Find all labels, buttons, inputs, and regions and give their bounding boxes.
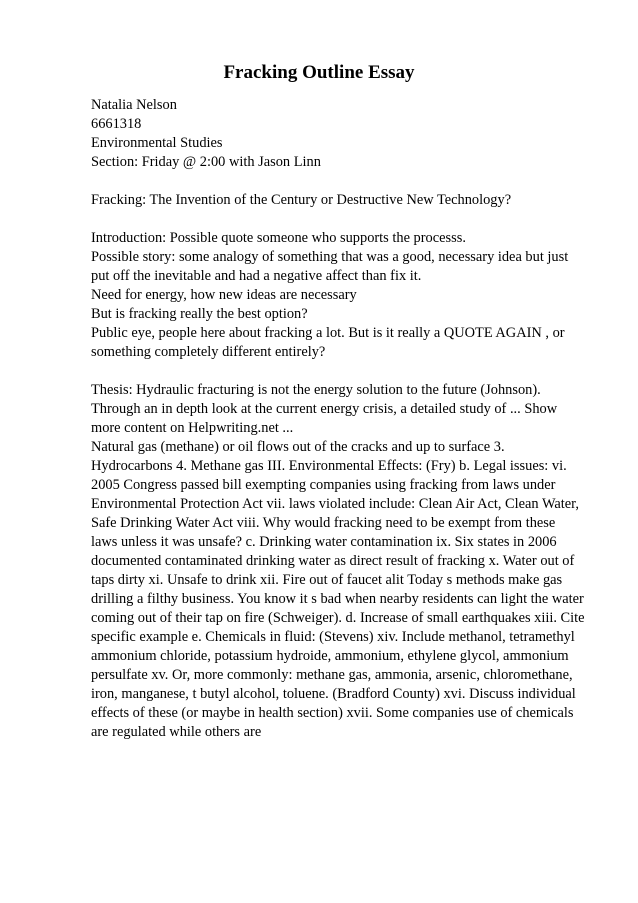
document-title: Fracking Outline Essay	[223, 62, 415, 83]
thesis-paragraph	[91, 381, 591, 742]
document-body	[91, 96, 591, 742]
thesis-line: Thesis: Hydraulic fracturing is not the energy solution to the future (Johnson).	[91, 382, 541, 398]
thesis-line: specific example e. Chemicals in fluid: (Stevens) xiv. Include methanol, tetramethyl	[91, 629, 575, 645]
introduction-paragraph	[91, 229, 591, 362]
thesis-line: Hydrocarbons 4. Methane gas III. Environmental Effects: (Fry) b. Legal issues: vi.	[91, 458, 567, 474]
thesis-line: 2005 Congress passed bill exempting companies using fracking from laws under	[91, 477, 556, 493]
introduction-line: Need for energy, how new ideas are necessary	[91, 287, 357, 303]
author-block	[91, 96, 591, 172]
introduction-line: Possible story: some analogy of something that was a good, necessary idea but just	[91, 249, 569, 265]
thesis-line: Through an in depth look at the current energy crisis, a detailed study of ... Show	[91, 401, 558, 417]
thesis-line: Natural gas (methane) or oil flows out of the cracks and up to surface 3.	[91, 439, 505, 455]
thesis-line: documented contaminated drinking water as direct result of fracking x. Water out of	[91, 553, 575, 569]
thesis-line: ammonium chloride, potassium hydroide, ammonium, ethylene glycol, ammonium	[91, 648, 569, 664]
paragraph-spacer	[91, 362, 591, 381]
thesis-line: laws unless it was unsafe? c. Drinking water contamination ix. Six states in 2006	[91, 534, 557, 550]
paragraph-spacer	[91, 172, 591, 191]
thesis-line: drilling a filthy business. You know it s bad when nearby residents can light the water	[91, 591, 584, 607]
author-name: Natalia Nelson	[91, 97, 177, 113]
thesis-line: Safe Drinking Water Act viii. Why would fracking need to be exempt from these	[91, 515, 556, 531]
thesis-line: Environmental Protection Act vii. laws violated include: Clean Air Act, Clean Water,	[91, 496, 579, 512]
thesis-line: taps dirty xi. Unsafe to drink xii. Fire out of faucet alit Today s methods make gas	[91, 572, 563, 588]
thesis-line: coming out of their tap on fire (Schweiger). d. Increase of small earthquakes xiii. Cite	[91, 610, 585, 626]
introduction-line: something completely different entirely?	[91, 344, 326, 360]
introduction-line: But is fracking really the best option?	[91, 306, 308, 322]
essay-title: Fracking: The Invention of the Century or Destructive New Technology?	[91, 192, 512, 208]
student-id: 6661318	[91, 116, 142, 132]
thesis-line: persulfate xv. Or, more commonly: methane gas, ammonia, arsenic, chloromethane,	[91, 667, 573, 683]
thesis-line: are regulated while others are	[91, 724, 262, 740]
introduction-line: Introduction: Possible quote someone who supports the processs.	[91, 230, 466, 246]
introduction-line: Public eye, people here about fracking a lot. But is it really a QUOTE AGAIN , or	[91, 325, 565, 341]
section-info: Section: Friday @ 2:00 with Jason Linn	[91, 154, 321, 170]
paragraph-spacer	[91, 210, 591, 229]
introduction-line: put off the inevitable and had a negative affect than fix it.	[91, 268, 422, 284]
thesis-line: iron, manganese, t butyl alcohol, toluene. (Bradford County) xvi. Discuss individual	[91, 686, 576, 702]
course-name: Environmental Studies	[91, 135, 223, 151]
thesis-line: effects of these (or maybe in health section) xvii. Some companies use of chemicals	[91, 705, 574, 721]
thesis-line: more content on Helpwriting.net ...	[91, 420, 294, 436]
